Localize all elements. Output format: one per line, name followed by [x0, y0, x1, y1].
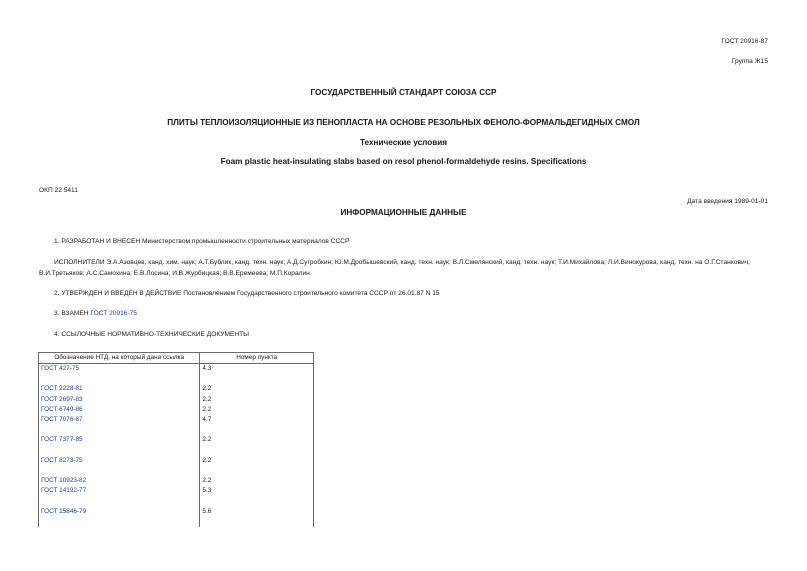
reference-item-number: 5.3 [200, 486, 314, 496]
reference-item-number: 2.2 [200, 456, 314, 466]
product-title: ПЛИТЫ ТЕПЛОИЗОЛЯЦИОННЫЕ ИЗ ПЕНОПЛАСТА НА ОСНОВЕ РЕЗОЛЬНЫХ ФЕНОЛО-ФОРМАЛЬДЕГИДНЫХ СМОЛ [167, 118, 640, 127]
reference-item-number [200, 446, 314, 456]
reference-document-empty [39, 517, 200, 527]
table-row [39, 435, 314, 445]
authors-paragraph: ИСПОЛНИТЕЛИ Э.А.Азовцев, канд. хим. наук; А.Т.Бублик, канд. техн. наук; А.Д.Сугробкин; Ю.М.Дробышевский, канд. техн. наук; В.Л.Смелянский, канд. техн. наук; Т.И.Михайлова; Л.И.Винокурова, канд. техн. на О.Г.Станкович; В.И.Третьяков; А.С.Самохина; Е.В.Лосина; И.В.Журбицкая; В.В.Еремеева; М.П.Коралин [39, 259, 750, 277]
reference-document-link[interactable]: ГОСТ 7377-85 [39, 435, 200, 445]
reference-item-number: 4.3 [200, 364, 314, 375]
reference-item-number: 4.7 [200, 415, 314, 425]
reference-document-empty [39, 446, 200, 456]
reference-document-empty [39, 466, 200, 476]
standard-title: ГОСУДАРСТВЕННЫЙ СТАНДАРТ СОЮЗА ССР [310, 88, 497, 97]
table-row [39, 517, 314, 527]
table-row [39, 374, 314, 384]
document-code: ГОСТ 20916-87 [721, 38, 768, 45]
okp-code: ОКП 22 5411 [39, 187, 78, 194]
document-subtitle: Технические условия [359, 138, 448, 147]
table-row [39, 497, 314, 507]
classification-group: Группа Ж15 [731, 58, 768, 65]
reference-item-number [200, 497, 314, 507]
reference-item-number [200, 425, 314, 435]
reference-item-number: 2.2 [200, 395, 314, 405]
table-row [39, 425, 314, 435]
reference-document-empty [39, 374, 200, 384]
table-row [39, 446, 314, 456]
item-approved: 2. УТВЕРЖДЕН И ВВЕДЕН В ДЕЙСТВИЕ Постановлением Государственного строительного комитета СССР от 26.01.87 N 15 [54, 290, 440, 297]
introduction-date: Дата введения 1989-01-01 [687, 198, 768, 205]
table-header-row [39, 353, 314, 364]
reference-document-link[interactable]: ГОСТ 8273-75 [39, 456, 200, 466]
item-developed-by: 1. РАЗРАБОТАН И ВНЕСЕН Министерством промышленности строительных материалов СССР [54, 238, 350, 245]
reference-item-number: 2.2 [200, 476, 314, 486]
reference-item-number: 5.6 [200, 507, 314, 517]
item-replaces [54, 310, 137, 317]
reference-document-link[interactable]: ГОСТ 7076-87 [39, 415, 200, 425]
column-header-item-number: Номер пункта [200, 353, 314, 364]
reference-item-number [200, 466, 314, 476]
reference-document-link[interactable]: ГОСТ 10923-82 [39, 476, 200, 486]
table-row [39, 364, 314, 375]
references-table [38, 352, 314, 527]
reference-item-number: 2.2 [200, 435, 314, 445]
reference-document-link[interactable]: ГОСТ 6749-86 [39, 405, 200, 415]
reference-document-empty [39, 425, 200, 435]
reference-document-empty [39, 497, 200, 507]
english-title: Foam plastic heat-insulating slabs based on resol phenol-formaldehyde resins. Specifications [220, 157, 587, 166]
reference-item-number [200, 374, 314, 384]
reference-document-link[interactable]: ГОСТ 14192-77 [39, 486, 200, 496]
table-row [39, 466, 314, 476]
table-row [39, 486, 314, 496]
reference-item-number: 2.2 [200, 384, 314, 394]
table-row [39, 476, 314, 486]
table-row [39, 384, 314, 394]
reference-document-link[interactable]: ГОСТ 2228-81 [39, 384, 200, 394]
replaced-standard-link[interactable]: ГОСТ 20916-75 [90, 310, 137, 317]
item-replaces-label: 3. ВЗАМЕН [54, 310, 91, 317]
table-row [39, 456, 314, 466]
reference-item-number: 2.2 [200, 405, 314, 415]
table-row [39, 405, 314, 415]
item-references: 4. ССЫЛОЧНЫЕ НОРМАТИВНО-ТЕХНИЧЕСКИЕ ДОКУМЕНТЫ [54, 331, 249, 338]
reference-document-link[interactable]: ГОСТ 427-75 [39, 364, 200, 375]
table-row [39, 507, 314, 517]
reference-document-link[interactable]: ГОСТ 15846-79 [39, 507, 200, 517]
info-heading: ИНФОРМАЦИОННЫЕ ДАННЫЕ [340, 208, 467, 217]
column-header-document: Обозначение НТД, на который дана ссылка [39, 353, 200, 364]
table-row [39, 395, 314, 405]
reference-item-number [200, 517, 314, 527]
table-row [39, 415, 314, 425]
reference-document-link[interactable]: ГОСТ 2697-83 [39, 395, 200, 405]
